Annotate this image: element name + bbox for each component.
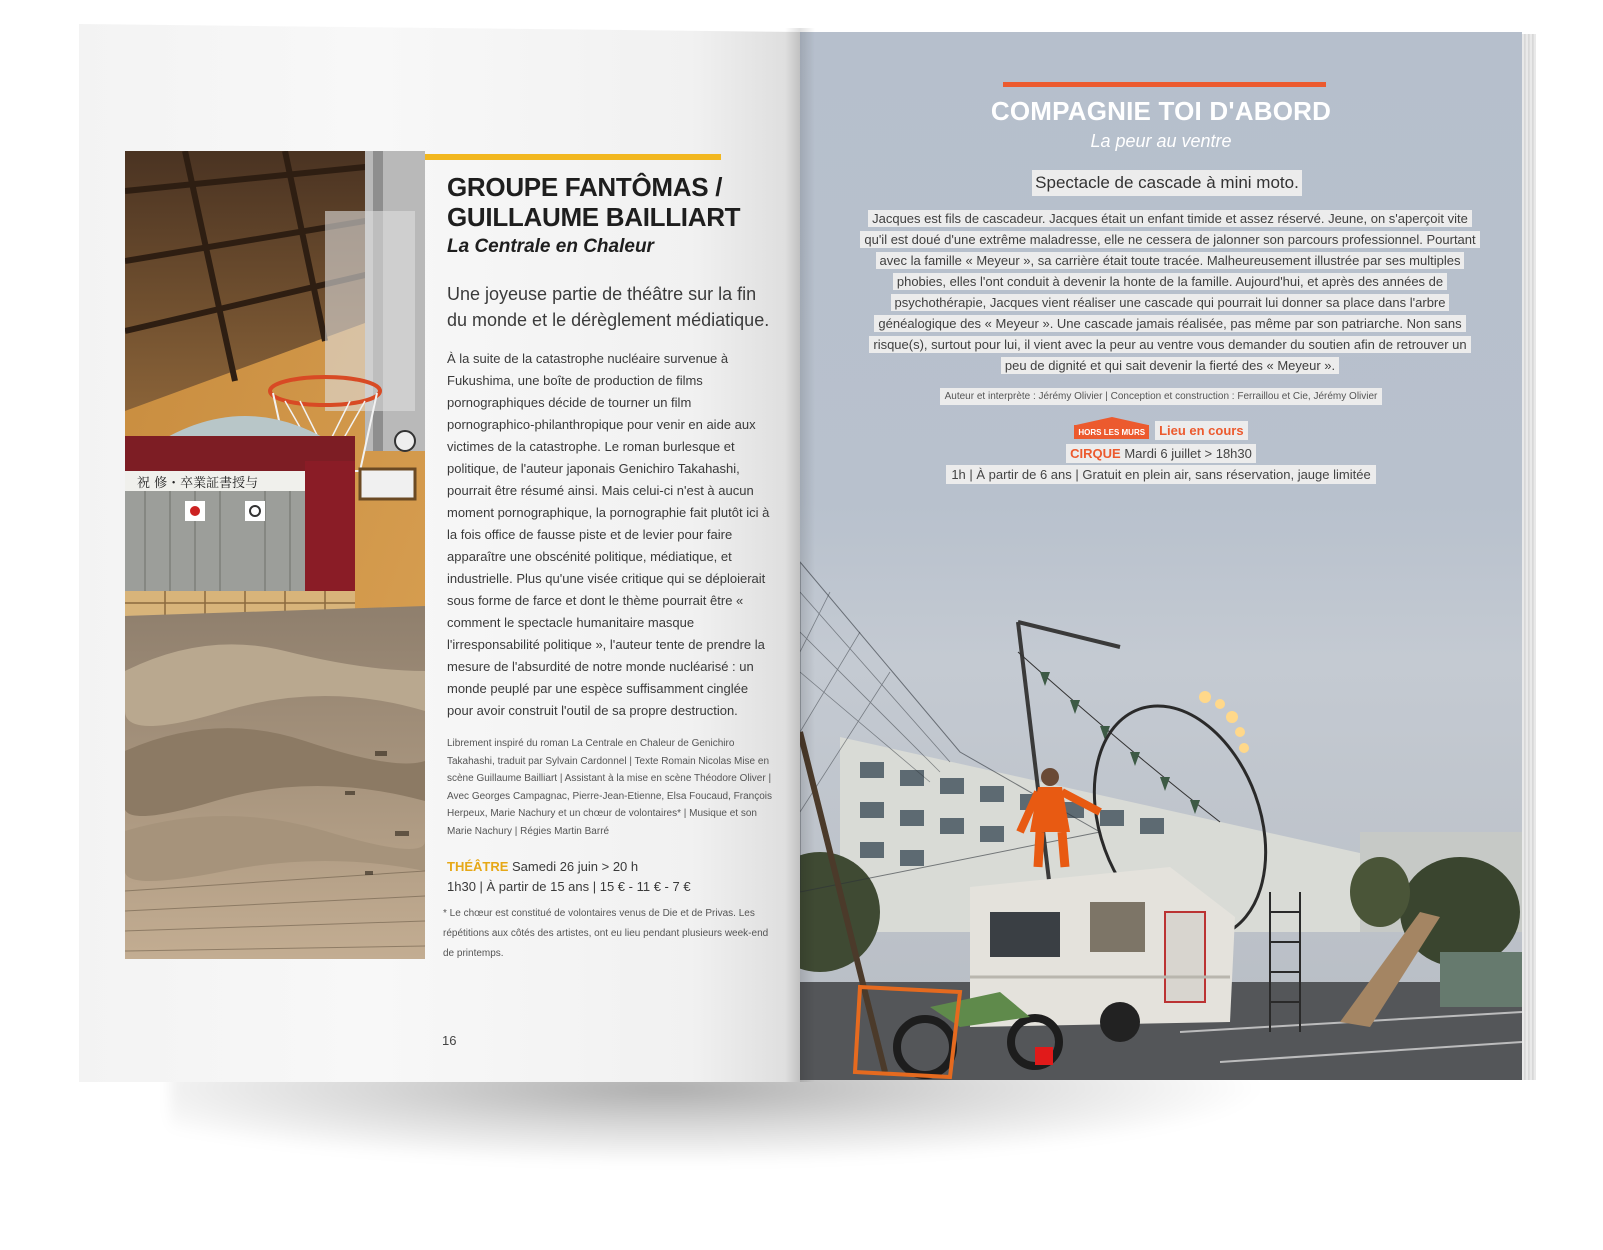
event-footnote: * Le chœur est constitué de volontaires venus de Die et de Privas. Les répétitions aux côtés des artistes, ont eu lieu pendant plusieurs week-end de printemps. <box>443 908 769 959</box>
gymnasium-photo <box>125 151 425 959</box>
event-description-text: Jacques est fils de cascadeur. Jacques était un enfant timide et assez réservé. Jeune, on s'aperçoit vite qu'il est doué d'une extrême maladresse, elle ne cessera de jalonner son parcours professionnel. Pourtant avec la famille « Meyeur », sa carrière était toute tracée. Malheureusement illustrée par ses multiples phobies, elles l'ont conduit à devenir la honte de la famille. Aujourd'hui, et après des années de psychothérapie, Jacques vient réaliser une cascade qui pourrait lui donner sa place dans l'arbre généalogique des « Meyeur ». Une cascade jamais réalisée, pas même par son patriarche. Non sans risque(s), surtout pour lui, il vient avec la peur au ventre vous demander du soutien afin de retrouver un peu de dignité et qui sait devenir la fierté des « Meyeur ». <box>860 210 1479 374</box>
event-category: THÉÂTRE <box>447 859 509 874</box>
event-subtitle: La Centrale en Chaleur <box>447 236 654 257</box>
event-date: Samedi 26 juin > 20 h <box>512 859 639 874</box>
hors-les-murs-badge: HORS LES MURS <box>1074 425 1149 439</box>
event-tagline: Spectacle de cascade à mini moto. <box>1032 170 1302 196</box>
event-schedule <box>447 857 777 897</box>
event-description: À la suite de la catastrophe nucléaire survenue à Fukushima, une boîte de production de films pornographiques décide de tourner un film pornographico-philanthropique pour venir en aide aux victimes de la catastrophe. Le roman burlesque et politique, de l'auteur japonais Genichiro Takahashi, pourrait être résumé ainsi. Mais celui-ci n'est à aucun moment pornographique, la pornographie fait plutôt ici à la fois office de fausse piste et de levier pour faire apparaître une obscénité politique, médiatique, et industrielle. Plus qu'une visée critique qui se déploierait sous forme de farce et dont le thème pourrait être « comment le spectacle humanitaire masque l'irresponsabilité politique », l'auteur tente de prendre la mesure de l'absurdité de notre monde nucléarisé : un monde peuplé par une espèce suffisamment cinglée pour avoir construit l'outil de sa propre destruction. <box>447 351 770 718</box>
event-title: GROUPE FANTÔMAS / GUILLAUME BAILLIART <box>447 172 741 232</box>
title-accent-rule <box>425 154 721 160</box>
event-credits-text: Auteur et interprète : Jérémy Olivier | Conception et construction : Ferraillou et Cie, Jérémy Olivier <box>940 388 1383 405</box>
event-lead: Une joyeuse partie de théâtre sur la fin du monde et le dérèglement médiatique. <box>447 284 770 330</box>
event-credits-right <box>800 391 1522 402</box>
event-title-right: COMPAGNIE TOI D'ABORD <box>990 96 1332 126</box>
event-schedule-right <box>800 446 1522 461</box>
venue-row <box>800 423 1522 439</box>
title-accent-rule-right <box>1003 82 1326 87</box>
svg-text:祝 修・卒業証書授与: 祝 修・卒業証書授与 <box>137 476 259 491</box>
page-edges <box>1522 34 1536 1080</box>
event-date-right: Mardi 6 juillet > 18h30 <box>1124 446 1252 461</box>
page-number: 16 <box>442 1033 457 1048</box>
event-description-right <box>860 208 1480 376</box>
event-details: 1h30 | À partir de 15 ans | 15 € - 11 € - 7 € <box>447 879 691 894</box>
event-credits: Librement inspiré du roman La Centrale en Chaleur de Genichiro Takahashi, traduit par Sylvain Cardonnel | Texte Romain Nicolas Mise en scène Guillaume Bailliart | Assistant à la mise en scène Théodore Oliver | Avec Georges Campagnac, Pierre-Jean-Etienne, Elsa Foucaud, François Herpeux, Marie Nachury et un chœur de volontaires* | Musique et son Marie Nachury | Régies Martin Barré <box>447 738 772 837</box>
venue-label: Lieu en cours <box>1155 421 1248 440</box>
event-details-text: 1h | À partir de 6 ans | Gratuit en plein air, sans réservation, jauge limitée <box>946 465 1375 484</box>
event-category-right: CIRQUE <box>1070 446 1121 461</box>
event-subtitle-right: La peur au ventre <box>1090 131 1232 151</box>
event-details-right <box>800 467 1522 482</box>
